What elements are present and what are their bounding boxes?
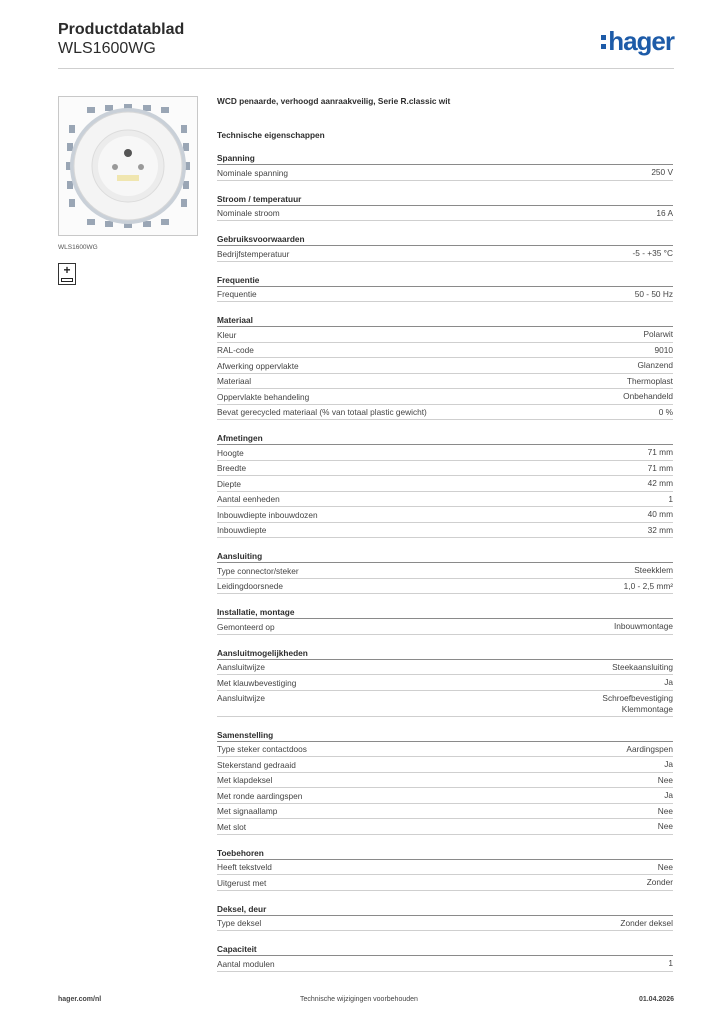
spec-label: Hoogte: [217, 447, 244, 458]
spec-value: Steekklem: [634, 565, 673, 575]
spec-value: 42 mm: [647, 478, 673, 488]
spec-row: [217, 461, 673, 477]
spec-value: 32 mm: [647, 524, 673, 535]
spec-value: Nee: [657, 821, 673, 831]
image-caption: WLS1600WG: [58, 244, 98, 251]
spec-row: [217, 246, 673, 262]
section-title: Spanning: [217, 152, 673, 165]
spec-value: Ja: [664, 677, 673, 687]
spec-section: [217, 903, 673, 932]
section-title: Samenstelling: [217, 729, 673, 742]
spec-label: Met klapdeksel: [217, 775, 273, 785]
spec-value: 9010: [654, 344, 673, 355]
hager-logo: [601, 26, 674, 57]
spec-label: Met klauwbevestiging: [217, 677, 297, 688]
spec-row: [217, 773, 673, 789]
spec-label: Leidingdoorsnede: [217, 581, 283, 591]
spec-value: Inbouwmontage: [613, 621, 673, 631]
spec-value: 1: [668, 493, 673, 504]
spec-label: Kleur: [217, 329, 237, 340]
spec-value: 0 %: [658, 406, 673, 417]
spec-value: 1,0 - 2,5 mm²: [623, 580, 673, 591]
spec-section: [217, 943, 673, 972]
spec-row: [217, 819, 673, 835]
spec-value: Zonder: [646, 877, 673, 887]
product-code: WLS1600WG: [58, 40, 156, 57]
spec-row: [217, 660, 673, 676]
spec-label: Aantal modulen: [217, 958, 275, 969]
spec-label: Breedte: [217, 463, 247, 473]
spec-value: Glanzend: [637, 360, 673, 370]
spec-row: [217, 358, 673, 374]
section-title: Capaciteit: [217, 943, 673, 956]
spec-label: Gemonteerd op: [217, 621, 275, 632]
spec-row: [217, 523, 673, 539]
spec-value: Nee: [657, 805, 673, 816]
spec-row: [217, 875, 673, 891]
spec-value: 40 mm: [647, 509, 673, 519]
spec-row: [217, 675, 673, 691]
section-title: Deksel, deur: [217, 903, 673, 916]
section-title: Frequentie: [217, 274, 673, 287]
spec-value: Ja: [664, 759, 673, 769]
spec-value: 250 V: [651, 167, 673, 177]
spec-label: Type deksel: [217, 918, 262, 928]
footer-notice: Technische wijzigingen voorbehouden: [300, 996, 418, 1003]
spec-value: 1: [668, 958, 673, 968]
spec-value: Nee: [657, 861, 673, 872]
spec-label: Diepte: [217, 478, 241, 489]
page-header: [58, 20, 674, 70]
section-title: Afmetingen: [217, 432, 673, 445]
section-title: Materiaal: [217, 314, 673, 327]
spec-label: Materiaal: [217, 376, 252, 386]
logo-text: hager: [608, 26, 674, 56]
spec-label: Aansluitwijze: [217, 693, 265, 703]
spec-row: [217, 287, 673, 303]
spec-label: Nominale spanning: [217, 167, 289, 178]
spec-row: [217, 691, 673, 717]
spec-row: [217, 507, 673, 523]
spec-section: [217, 647, 673, 717]
spec-section: [217, 274, 673, 303]
spec-sections: [217, 152, 673, 972]
spec-value: Onbehandeld: [623, 391, 673, 401]
spec-row: [217, 165, 673, 181]
spec-value: Aardingspen: [626, 743, 673, 754]
spec-row: [217, 206, 673, 222]
spec-label: Bedrijfstemperatuur: [217, 248, 290, 259]
spec-row: [217, 757, 673, 773]
product-description: WCD penaarde, verhoogd aanraakveilig, Serie R.classic wit: [217, 96, 451, 106]
spec-label: Aantal eenheden: [217, 494, 280, 504]
spec-value: 71 mm: [647, 447, 673, 457]
spec-label: Inbouwdiepte: [217, 525, 267, 535]
spec-section: [217, 193, 673, 222]
spec-label: Afwerking oppervlakte: [217, 360, 299, 371]
spec-label: Type connector/steker: [217, 565, 299, 576]
spec-section: [217, 314, 673, 420]
spec-label: Inbouwdiepte inbouwdozen: [217, 509, 318, 520]
spec-section: [217, 432, 673, 538]
spec-row: [217, 579, 673, 595]
spec-row: [217, 742, 673, 758]
spec-value: -5 - +35 °C: [632, 248, 673, 258]
section-title: Toebehoren: [217, 847, 673, 860]
spec-row: [217, 445, 673, 461]
spec-label: Frequentie: [217, 289, 257, 299]
spec-row: [217, 788, 673, 804]
spec-row: [217, 563, 673, 579]
spec-label: Aansluitwijze: [217, 662, 265, 672]
spec-row: [217, 327, 673, 343]
spec-label: Uitgerust met: [217, 877, 267, 888]
product-specs: [217, 96, 673, 972]
spec-row: [217, 476, 673, 492]
spec-value: Zonder deksel: [620, 917, 673, 928]
spec-row: [217, 374, 673, 390]
spec-label: Met slot: [217, 821, 247, 832]
section-title: Aansluiting: [217, 550, 673, 563]
socket-illustration: [59, 97, 197, 235]
spec-label: Stekerstand gedraaid: [217, 759, 296, 770]
spec-value: Steekaansluiting: [612, 661, 673, 672]
section-title: Stroom / temperatuur: [217, 193, 673, 206]
spec-value: Schroefbevestiging Klemmontage: [602, 692, 673, 714]
spec-row: [217, 860, 673, 876]
header-divider: [58, 68, 674, 69]
spec-row: [217, 619, 673, 635]
spec-value: 50 - 50 Hz: [634, 288, 673, 299]
logo-colon-mark: [601, 33, 606, 51]
spec-value: Thermoplast: [626, 375, 673, 386]
spec-row: [217, 405, 673, 421]
spec-section: [217, 606, 673, 635]
spec-value: Nee: [657, 774, 673, 785]
spec-label: Oppervlakte behandeling: [217, 391, 310, 402]
spec-row: [217, 956, 673, 972]
section-title: Aansluitmogelijkheden: [217, 647, 673, 660]
product-image-column: [58, 96, 198, 285]
spec-value: Ja: [664, 790, 673, 800]
spec-row: [217, 343, 673, 359]
spec-value: 16 A: [656, 207, 673, 218]
spec-row: [217, 389, 673, 405]
spec-value: Polarwit: [643, 329, 673, 339]
spec-value: 71 mm: [647, 462, 673, 473]
spec-section: [217, 152, 673, 181]
plus-certification-icon: +: [58, 263, 76, 285]
spec-label: RAL-code: [217, 345, 254, 355]
spec-row: [217, 492, 673, 508]
spec-label: Met signaallamp: [217, 806, 278, 816]
spec-label: Met ronde aardingspen: [217, 790, 303, 801]
spec-label: Heeft tekstveld: [217, 862, 272, 872]
product-image: [58, 96, 198, 236]
page-title: Productdatablad: [58, 21, 185, 38]
section-title: Installatie, montage: [217, 606, 673, 619]
spec-label: Type steker contactdoos: [217, 744, 307, 754]
spec-section: [217, 233, 673, 262]
spec-section: [217, 729, 673, 835]
spec-row: [217, 916, 673, 932]
spec-row: [217, 804, 673, 820]
spec-label: Bevat gerecycled materiaal (% van totaal plastic gewicht): [217, 407, 427, 417]
spec-label: Nominale stroom: [217, 208, 280, 218]
spec-section: [217, 847, 673, 891]
section-title: Gebruiksvoorwaarden: [217, 233, 673, 246]
tech-heading: Technische eigenschappen: [217, 130, 325, 140]
footer-date: 01.04.2026: [638, 996, 674, 1003]
spec-section: [217, 550, 673, 594]
footer-website: hager.com/nl: [58, 996, 102, 1003]
